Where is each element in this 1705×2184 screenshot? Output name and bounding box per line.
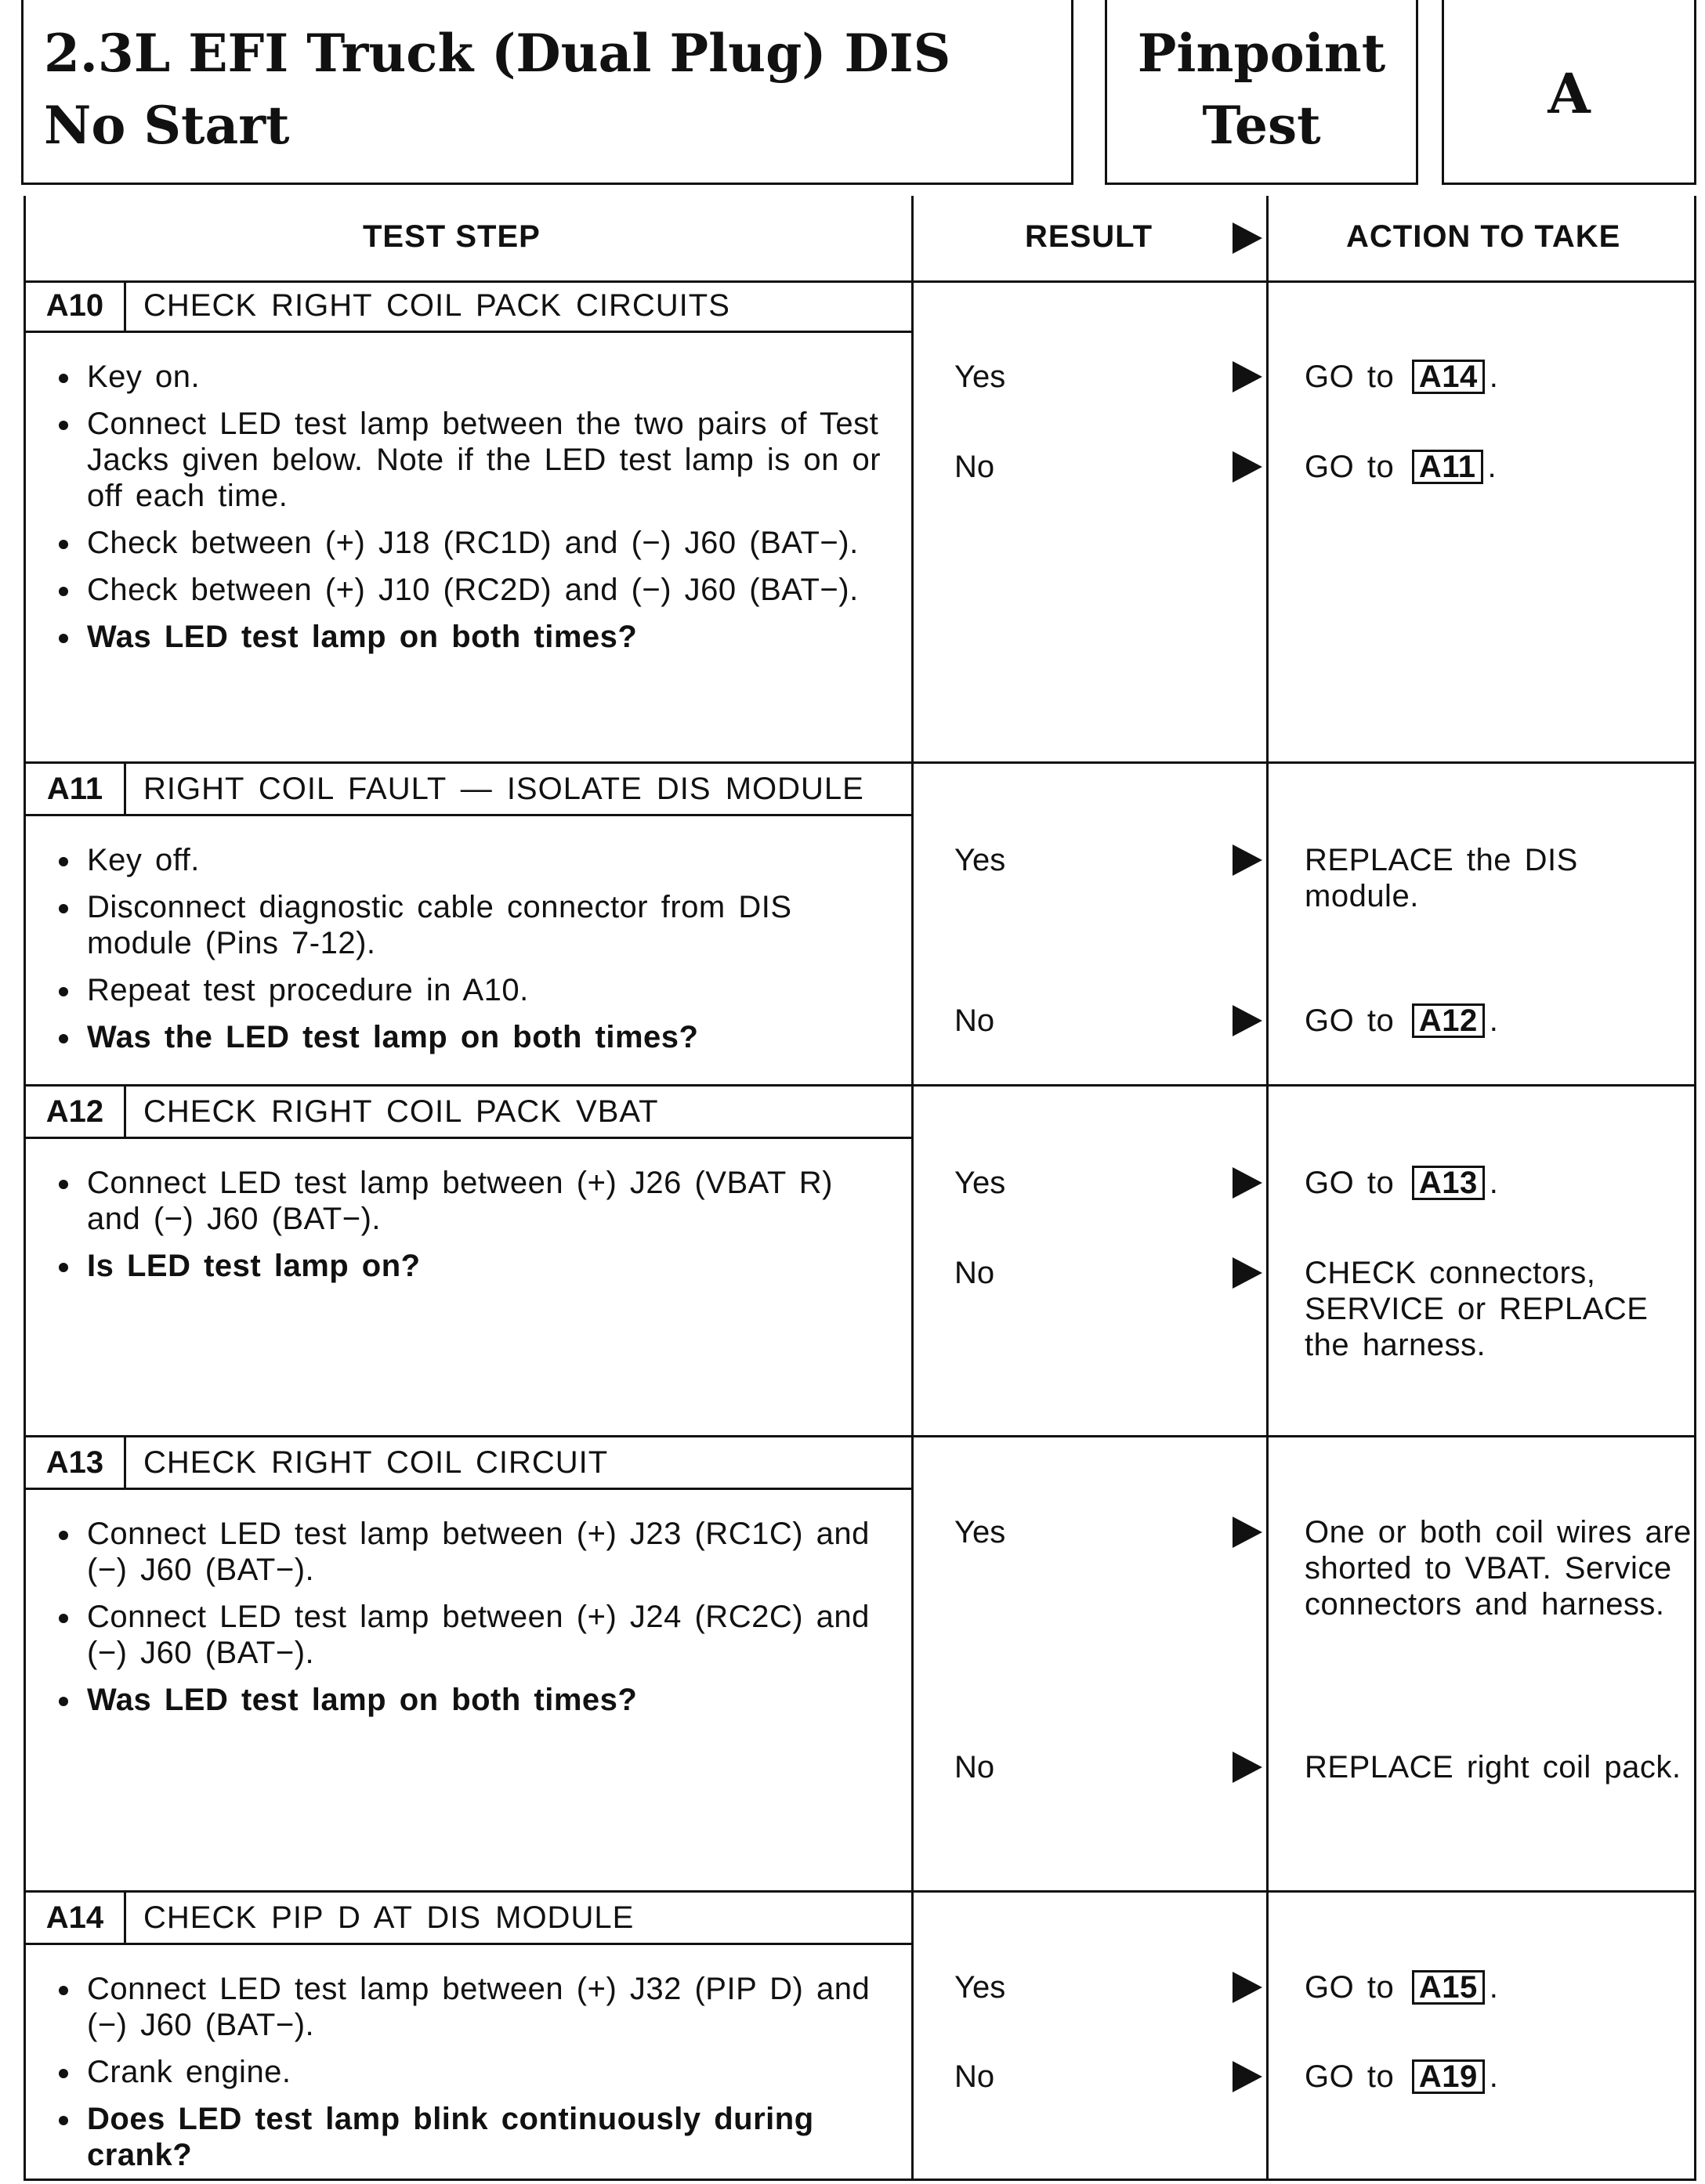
action-text: REPLACE the DIS module. xyxy=(1305,843,1578,913)
step-question: Was LED test lamp on both times? xyxy=(54,619,885,655)
result-yes: Yes xyxy=(954,1970,1006,2005)
arrow-right-icon xyxy=(1233,2061,1262,2092)
arrow-right-icon xyxy=(1233,451,1262,483)
step-id: A11 xyxy=(26,764,126,814)
title-line-1: 2.3L EFI Truck (Dual Plug) DIS xyxy=(44,23,951,84)
arrow-right-icon xyxy=(1233,361,1262,392)
result-no: No xyxy=(954,2059,995,2094)
title-line-2: No Start xyxy=(44,95,290,156)
step-title: CHECK RIGHT COIL CIRCUIT xyxy=(143,1445,609,1480)
step-label-bar xyxy=(26,764,911,816)
action-to-take xyxy=(1305,842,1696,914)
arrow-right-icon xyxy=(1233,1257,1262,1289)
step-instruction: Key off. xyxy=(54,842,885,878)
action-suffix: . xyxy=(1489,1166,1499,1200)
result-no: No xyxy=(954,1750,995,1784)
action-suffix: . xyxy=(1489,1003,1499,1038)
step-reference-link[interactable]: A14 xyxy=(1412,360,1485,394)
step-instruction: Repeat test procedure in A10. xyxy=(54,972,885,1008)
table-header xyxy=(26,196,1694,283)
step-question: Was the LED test lamp on both times? xyxy=(54,1019,885,1055)
test-letter-box xyxy=(1442,0,1696,185)
step-id: A14 xyxy=(26,1893,126,1943)
action-to-take xyxy=(1305,1969,1696,2005)
action-to-take xyxy=(1305,1749,1696,1785)
step-reference-link[interactable]: A19 xyxy=(1412,2059,1485,2094)
result-yes: Yes xyxy=(954,360,1006,394)
action-text: One or both coil wires are shorted to VBAT. Service connectors and harness. xyxy=(1305,1515,1692,1622)
action-suffix: . xyxy=(1489,2059,1499,2094)
test-type-line-1: Pinpoint xyxy=(1137,23,1386,84)
pinpoint-test-table xyxy=(24,196,1696,2181)
action-text: GO to xyxy=(1305,360,1395,394)
step-instruction: Connect LED test lamp between the two pairs of Test Jacks given below. Note if the LED test lamp is on or off each time. xyxy=(54,406,885,514)
test-type-line-2: Test xyxy=(1202,95,1321,156)
action-text: REPLACE right coil pack. xyxy=(1305,1750,1681,1784)
step-instruction: Key on. xyxy=(54,359,885,395)
column-header-action: ACTION TO TAKE xyxy=(1346,219,1621,254)
test-step-row xyxy=(26,1437,1694,1893)
action-text: GO to xyxy=(1305,2059,1395,2094)
action-suffix: . xyxy=(1489,1970,1499,2005)
action-suffix: . xyxy=(1487,450,1497,484)
result-yes: Yes xyxy=(954,843,1006,877)
step-title: CHECK RIGHT COIL PACK VBAT xyxy=(143,1094,659,1129)
step-question: Does LED test lamp blink continuously during crank? xyxy=(54,2101,885,2173)
step-instruction: Check between (+) J18 (RC1D) and (−) J60 (BAT−). xyxy=(54,525,885,561)
step-reference-link[interactable]: A13 xyxy=(1412,1166,1485,1200)
arrow-right-icon xyxy=(1233,1517,1262,1548)
step-label-bar xyxy=(26,280,911,333)
action-to-take xyxy=(1305,1255,1696,1363)
result-no: No xyxy=(954,450,995,484)
action-text: GO to xyxy=(1305,1970,1395,2005)
step-reference-link[interactable]: A12 xyxy=(1412,1003,1485,1038)
arrow-right-icon xyxy=(1233,222,1262,254)
step-question: Was LED test lamp on both times? xyxy=(54,1682,885,1718)
arrow-right-icon xyxy=(1233,1972,1262,2003)
step-instructions xyxy=(54,842,885,1066)
action-text: GO to xyxy=(1305,1003,1395,1038)
step-label-bar xyxy=(26,1893,911,1945)
step-instructions xyxy=(54,1971,885,2184)
action-to-take xyxy=(1305,1165,1696,1201)
step-title: CHECK PIP D AT DIS MODULE xyxy=(143,1900,635,1935)
step-instruction: Connect LED test lamp between (+) J26 (VBAT R) and (−) J60 (BAT−). xyxy=(54,1165,885,1237)
step-label-bar xyxy=(26,1437,911,1490)
action-text: CHECK connectors, SERVICE or REPLACE the harness. xyxy=(1305,1256,1649,1362)
action-suffix: . xyxy=(1489,360,1499,394)
action-to-take xyxy=(1305,449,1696,485)
action-to-take xyxy=(1305,1003,1696,1039)
test-step-row xyxy=(26,280,1694,764)
step-instruction: Disconnect diagnostic cable connector from DIS module (Pins 7-12). xyxy=(54,889,885,961)
step-instruction: Connect LED test lamp between (+) J23 (RC1C) and (−) J60 (BAT−). xyxy=(54,1516,885,1588)
action-text: GO to xyxy=(1305,450,1395,484)
arrow-right-icon xyxy=(1233,1752,1262,1783)
step-title: RIGHT COIL FAULT — ISOLATE DIS MODULE xyxy=(143,772,864,806)
test-step-row xyxy=(26,1087,1694,1437)
arrow-right-icon xyxy=(1233,1167,1262,1199)
result-yes: Yes xyxy=(954,1166,1006,1200)
action-text: GO to xyxy=(1305,1166,1395,1200)
arrow-right-icon xyxy=(1233,844,1262,876)
step-instructions xyxy=(54,1516,885,1729)
page-title xyxy=(21,0,1073,185)
action-to-take xyxy=(1305,359,1696,395)
action-to-take xyxy=(1305,2059,1696,2095)
test-type-box xyxy=(1105,0,1418,185)
column-header-result: RESULT xyxy=(1025,219,1153,254)
step-instruction: Crank engine. xyxy=(54,2054,885,2090)
action-to-take xyxy=(1305,1514,1696,1622)
result-yes: Yes xyxy=(954,1515,1006,1549)
result-no: No xyxy=(954,1003,995,1038)
result-no: No xyxy=(954,1256,995,1290)
step-instruction: Connect LED test lamp between (+) J32 (PIP D) and (−) J60 (BAT−). xyxy=(54,1971,885,2043)
step-reference-link[interactable]: A11 xyxy=(1412,450,1483,484)
step-id: A10 xyxy=(26,280,126,331)
step-instruction: Check between (+) J10 (RC2D) and (−) J60 (BAT−). xyxy=(54,572,885,608)
test-letter: A xyxy=(1548,61,1591,126)
column-header-test-step: TEST STEP xyxy=(363,219,541,254)
arrow-right-icon xyxy=(1233,1005,1262,1036)
step-instructions xyxy=(54,1165,885,1295)
step-label-bar xyxy=(26,1087,911,1139)
step-id: A12 xyxy=(26,1087,126,1137)
test-step-row xyxy=(26,1893,1694,2182)
step-title: CHECK RIGHT COIL PACK CIRCUITS xyxy=(143,288,730,323)
step-question: Is LED test lamp on? xyxy=(54,1248,885,1284)
step-reference-link[interactable]: A15 xyxy=(1412,1970,1485,2005)
test-step-row xyxy=(26,764,1694,1087)
step-instructions xyxy=(54,359,885,666)
step-id: A13 xyxy=(26,1437,126,1488)
step-instruction: Connect LED test lamp between (+) J24 (RC2C) and (−) J60 (BAT−). xyxy=(54,1599,885,1671)
